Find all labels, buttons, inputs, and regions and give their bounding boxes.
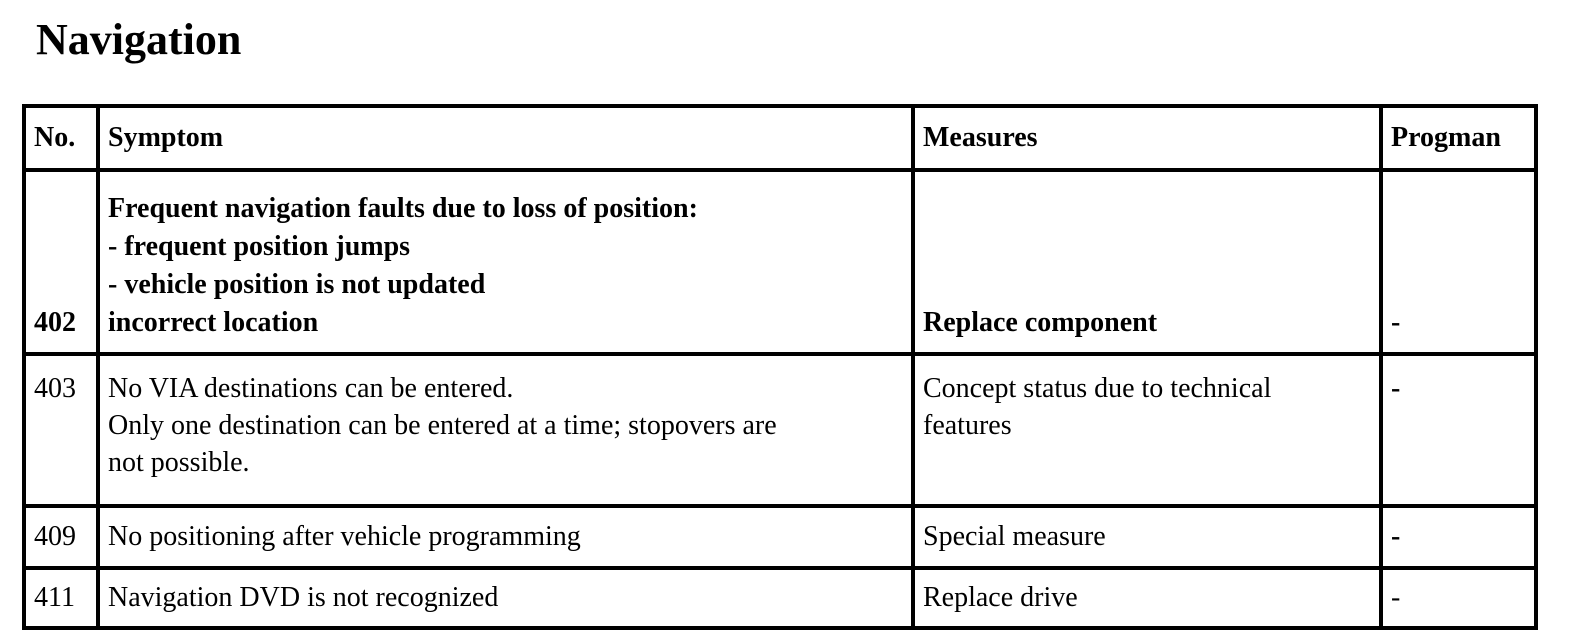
symptom-line: - frequent position jumps (108, 231, 411, 262)
symptom-line: No VIA destinations can be entered. (108, 373, 514, 404)
measures-cell: Special measure (913, 506, 1381, 568)
table-row (24, 506, 1536, 568)
table-row (24, 170, 1536, 354)
header-progman: Progman (1381, 106, 1536, 170)
measures-cell (913, 354, 1381, 506)
progman-cell: - (1381, 506, 1536, 568)
symptom-cell (98, 354, 913, 506)
page-title: Navigation (36, 15, 242, 64)
row-number: 411 (24, 568, 98, 628)
header-symptom: Symptom (98, 106, 913, 170)
table-row (24, 568, 1536, 628)
symptom-cell: Navigation DVD is not recognized (98, 568, 913, 628)
table-header-row (24, 106, 1536, 170)
navigation-table (22, 104, 1538, 630)
symptom-line: not possible. (108, 447, 250, 478)
progman-cell: - (1381, 354, 1536, 506)
measures-line: features (923, 410, 1012, 441)
header-measures: Measures (913, 106, 1381, 170)
row-number: 402 (24, 170, 98, 354)
symptom-line: incorrect location (108, 307, 319, 338)
progman-cell: - (1381, 170, 1536, 354)
header-no: No. (24, 106, 98, 170)
symptom-line: Only one destination can be entered at a time; stopovers are (108, 410, 777, 441)
table-row (24, 354, 1536, 506)
symptom-line: Frequent navigation faults due to loss of position: (108, 193, 698, 224)
measures-line: Concept status due to technical (923, 373, 1272, 404)
measures-cell: Replace component (913, 170, 1381, 354)
symptom-line: - vehicle position is not updated (108, 269, 486, 300)
symptom-cell (98, 170, 913, 354)
row-number: 409 (24, 506, 98, 568)
measures-cell: Replace drive (913, 568, 1381, 628)
row-number: 403 (24, 354, 98, 506)
symptom-cell: No positioning after vehicle programming (98, 506, 913, 568)
progman-cell: - (1381, 568, 1536, 628)
